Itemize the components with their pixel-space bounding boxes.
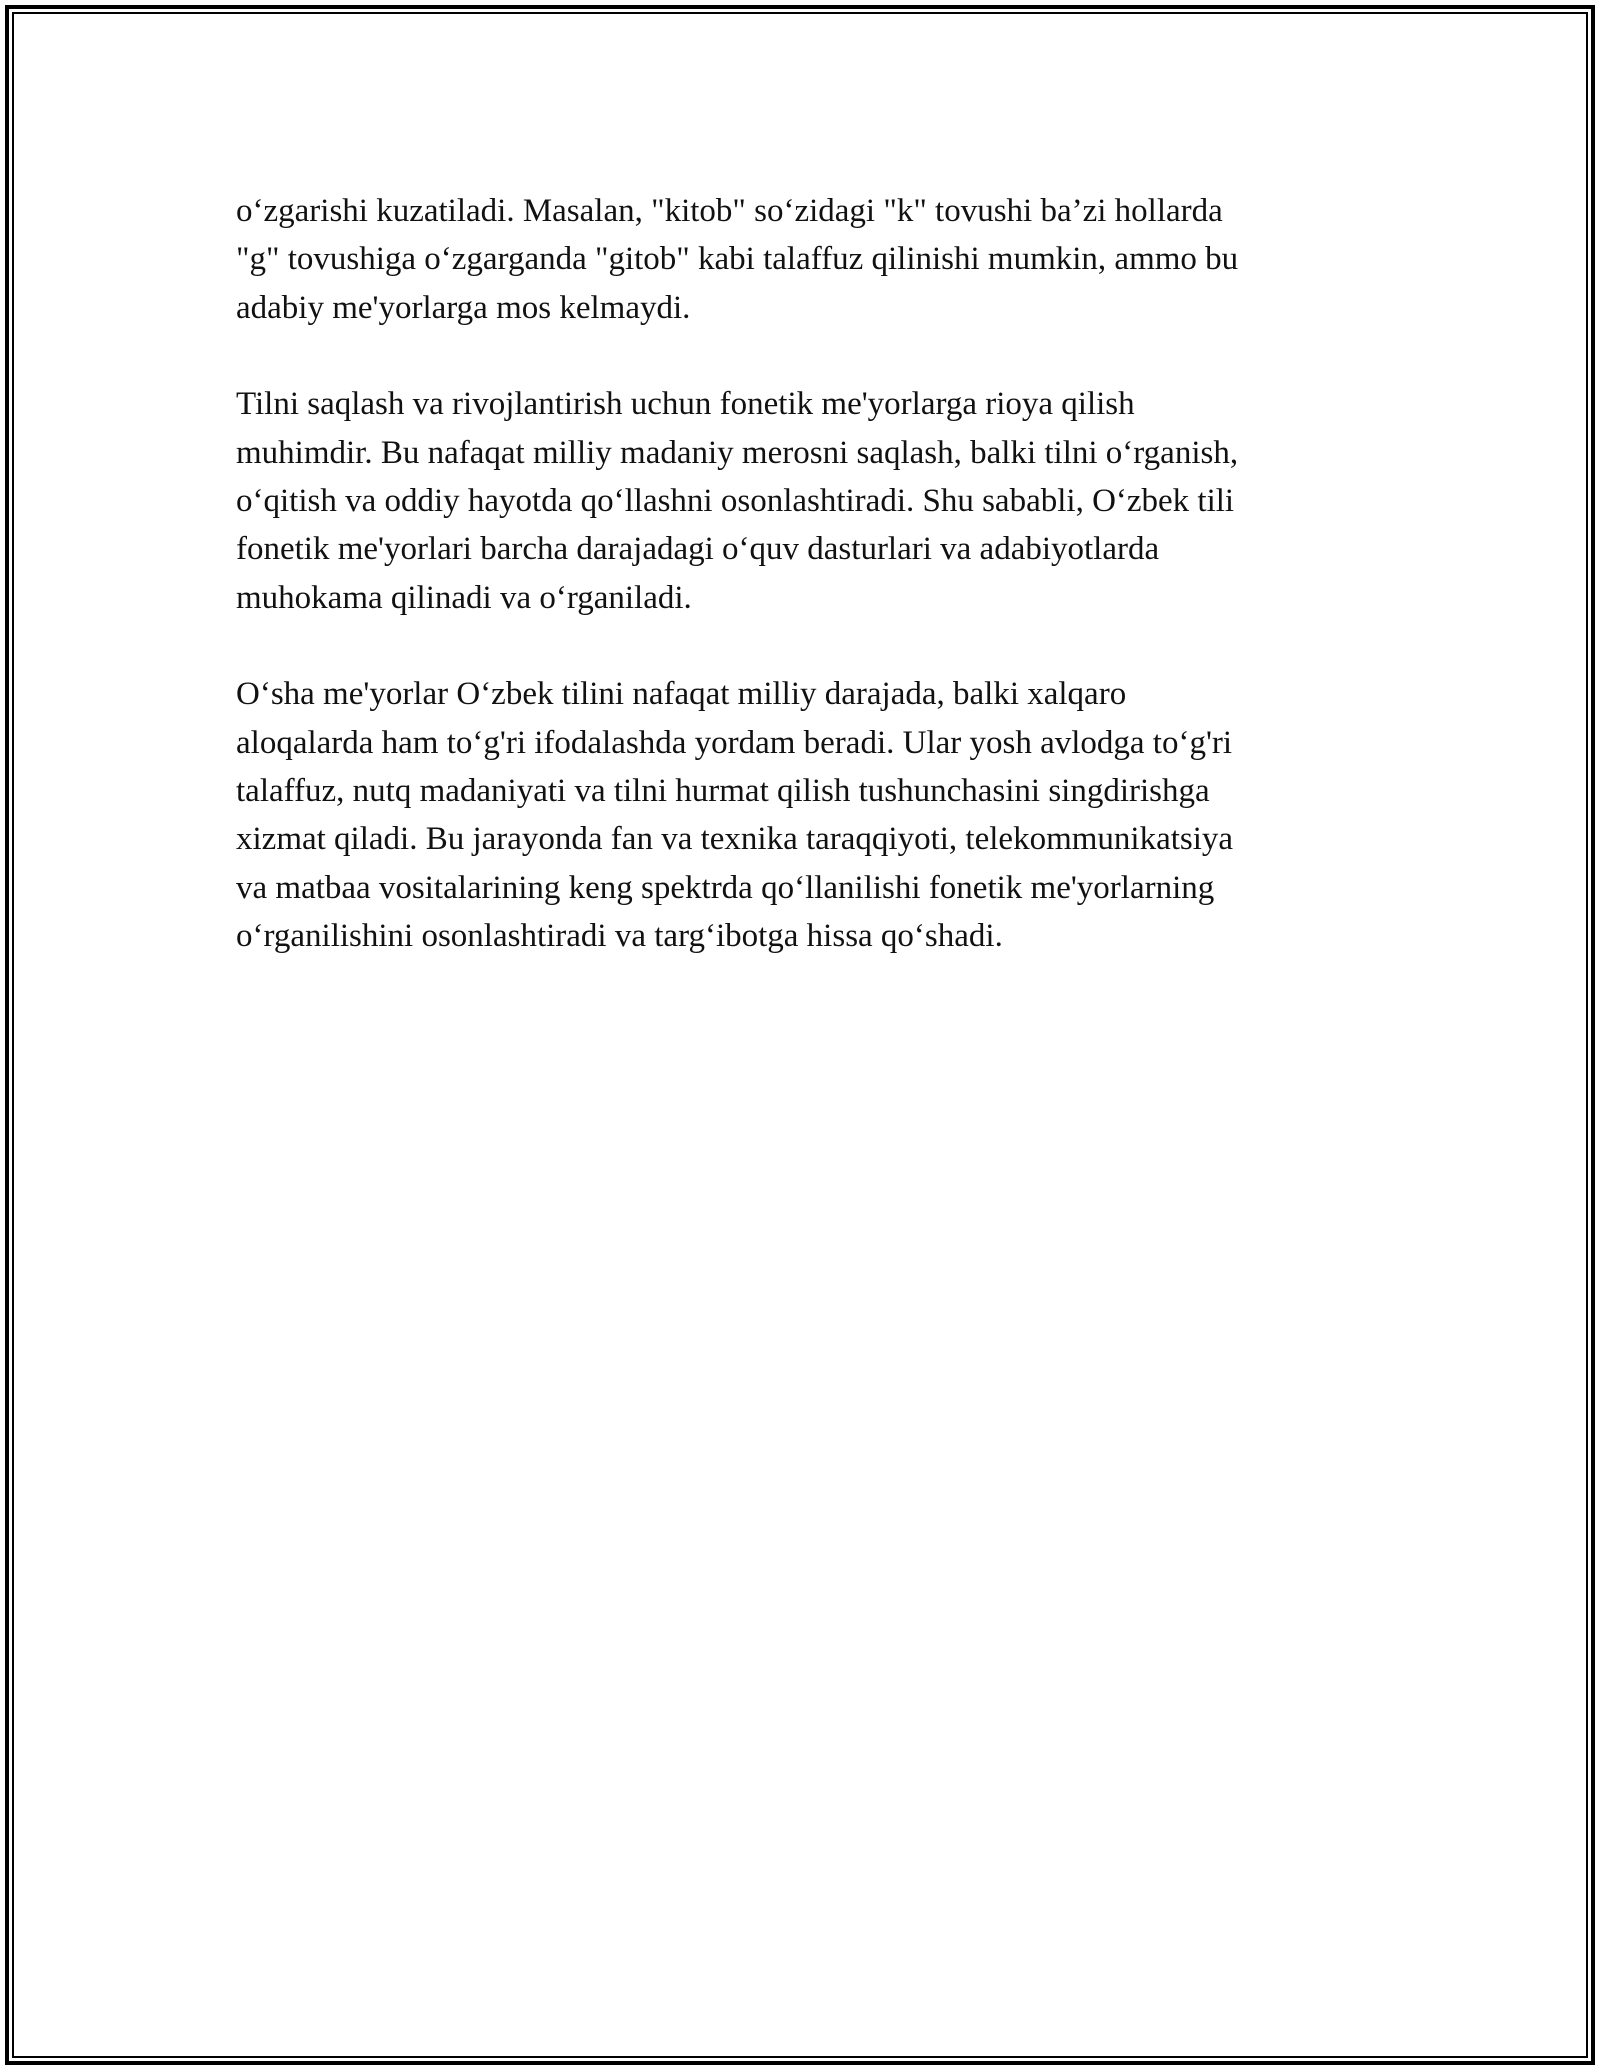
- page-content: [236, 187, 1366, 1009]
- paragraph-1: o‘zgarishi kuzatiladi. Masalan, "kitob" so‘zidagi "k" tovushi ba’zi hollarda "g" tovushiga o‘zgarganda "gitob" kabi talaffuz qilinishi mumkin, ammo bu adabiy me'yorlarga mos kelmaydi.: [236, 193, 1239, 326]
- paragraph-2: Tilni saqlash va rivojlantirish uchun fonetik me'yorlarga rioya qilish muhimdir. Bu nafaqat milliy madaniy merosni saqlash, balki tilni o‘rganish, o‘qitish va oddiy hayotda qo‘llashni osonlashtiradi. Shu sababli, O‘zbek tili fonetik me'yorlari barcha darajadagi o‘quv dasturlari va adabiyotlarda muhokama qilinadi va o‘rganiladi.: [236, 386, 1239, 616]
- paragraph-3: O‘sha me'yorlar O‘zbek tilini nafaqat milliy darajada, balki xalqaro aloqalarda ham to‘g'ri ifodalashda yordam beradi. Ular yosh avlodga to‘g'ri talaffuz, nutq madaniyati va tilni hurmat qilish tushunchasini singdirishga xizmat qiladi. Bu jarayonda fan va texnika taraqqiyoti, telekommunikatsiya va matbaa vositalarining keng spektrda qo‘llanilishi fonetik me'yorlarning o‘rganilishini osonlashtiradi va targ‘ibotga hissa qo‘shadi.: [236, 676, 1234, 955]
